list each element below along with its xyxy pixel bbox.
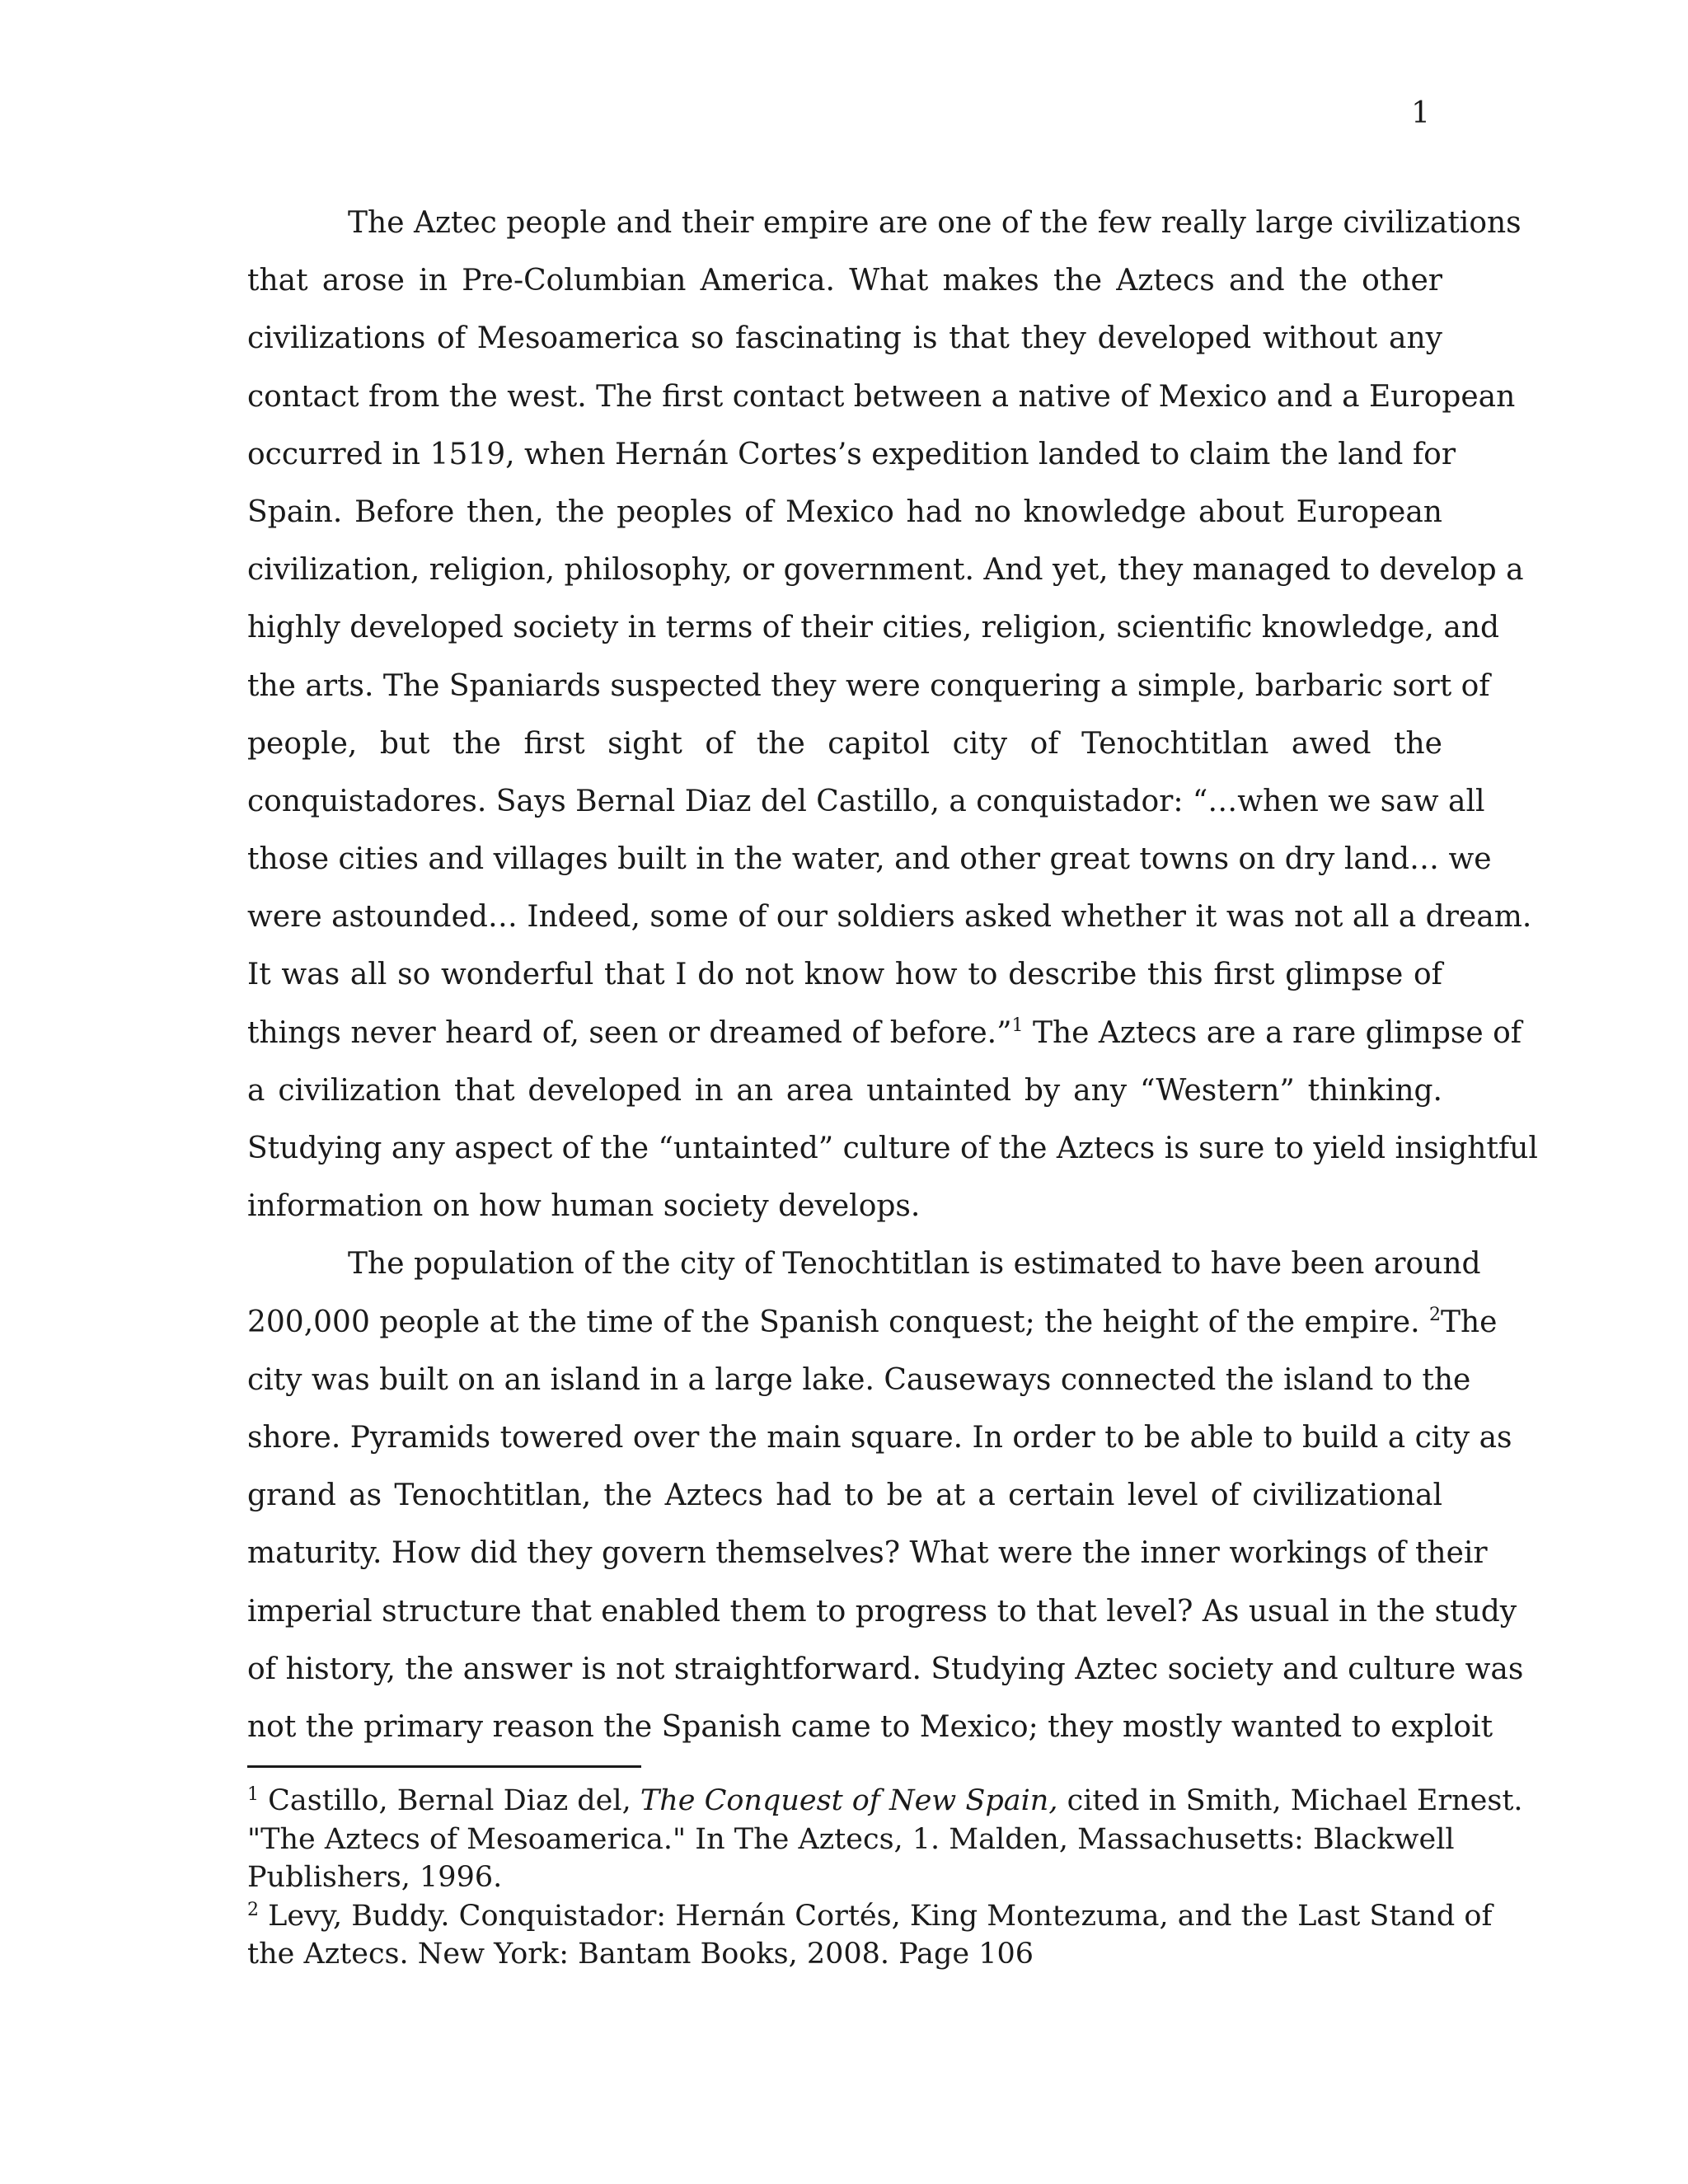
text-line: grand as Tenochtitlan, the Aztecs had to be at a certain level of civilizational	[247, 1479, 1442, 1513]
footnote-1-line: "The Aztecs of Mesoamerica." In The Aztecs, 1. Malden, Massachusetts: Blackwell	[247, 1822, 1455, 1856]
text-line: shore. Pyramids towered over the main square. In order to be able to build a city as	[247, 1420, 1512, 1455]
footnote-text: Castillo, Bernal Diaz del,	[259, 1784, 640, 1817]
footnote-title: The Conquest of New Spain,	[640, 1784, 1058, 1817]
text-line: The population of the city of Tenochtitlan is estimated to have been around	[348, 1247, 1481, 1282]
text-line: that arose in Pre-Columbian America. What makes the Aztecs and the other	[247, 264, 1442, 298]
text-line: The Aztec people and their empire are one of the few really large civilizations	[348, 206, 1522, 240]
body-text	[247, 194, 1538, 1756]
footnote-ref-1[interactable]: 1	[1011, 1015, 1024, 1036]
text-line: occurred in 1519, when Hernán Cortes’s expedition landed to claim the land for	[247, 437, 1456, 471]
footnote-separator	[247, 1765, 641, 1768]
text-line: conquistadores. Says Bernal Diaz del Castillo, a conquistador: “…when we saw all	[247, 784, 1485, 818]
text-line: a civilization that developed in an area untainted by any “Western” thinking.	[247, 1073, 1442, 1108]
text-line: contact from the west. The first contact between a native of Mexico and a European	[247, 379, 1516, 414]
text-line: imperial structure that enabled them to progress to that level? As usual in the study	[247, 1594, 1517, 1629]
text-line: the arts. The Spaniards suspected they were conquering a simple, barbaric sort of	[247, 668, 1490, 703]
text-span: The Aztecs are a rare glimpse of	[1023, 1015, 1522, 1050]
text-line: those cities and villages built in the water, and other great towns on dry land… we	[247, 842, 1492, 877]
footnote-1	[247, 1782, 1523, 1821]
footnotes	[247, 1782, 1523, 1974]
text-line: Studying any aspect of the “untainted” culture of the Aztecs is sure to yield insightful	[247, 1132, 1538, 1165]
text-line	[247, 1005, 1522, 1062]
footnote-2	[247, 1897, 1493, 1936]
footnote-mark: 2	[247, 1899, 259, 1920]
text-line: city was built on an island in a large lake. Causeways connected the island to the	[247, 1362, 1471, 1397]
text-line: people, but the first sight of the capitol city of Tenochtitlan awed the	[247, 726, 1442, 761]
text-line	[247, 1294, 1498, 1352]
text-line: not the primary reason the Spanish came to Mexico; they mostly wanted to exploit	[247, 1709, 1493, 1744]
footnote-2-line: the Aztecs. New York: Bantam Books, 2008. Page 106	[247, 1938, 1034, 1971]
text-line: It was all so wonderful that I do not know how to describe this first glimpse of	[247, 958, 1442, 992]
text-line: Spain. Before then, the peoples of Mexico had no knowledge about European	[247, 494, 1442, 529]
text-line: were astounded… Indeed, some of our soldiers asked whether it was not all a dream.	[247, 900, 1532, 935]
text-span: things never heard of, seen or dreamed of before.”	[247, 1015, 1012, 1050]
text-line: information on how human society develops.	[247, 1189, 921, 1224]
text-span: The	[1440, 1305, 1498, 1339]
footnote-text: cited in Smith, Michael Ernest.	[1057, 1784, 1523, 1817]
text-line: civilization, religion, philosophy, or government. And yet, they managed to develop a	[247, 553, 1524, 588]
text-line: of history, the answer is not straightforward. Studying Aztec society and culture was	[247, 1652, 1524, 1686]
footnote-ref-2[interactable]: 2	[1428, 1304, 1441, 1325]
text-span: 200,000 people at the time of the Spanish conquest; the height of the empire.	[247, 1305, 1429, 1339]
footnote-mark: 1	[247, 1784, 259, 1805]
footnote-text: Levy, Buddy. Conquistador: Hernán Cortés, King Montezuma, and the Last Stand of	[259, 1899, 1493, 1933]
text-line: civilizations of Mesoamerica so fascinating is that they developed without any	[247, 321, 1442, 356]
text-line: maturity. How did they govern themselves? What were the inner workings of their	[247, 1536, 1488, 1571]
text-line: highly developed society in terms of their cities, religion, scientific knowledge, and	[247, 611, 1500, 645]
footnote-1-line: Publishers, 1996.	[247, 1861, 503, 1894]
page-number: 1	[1411, 96, 1430, 130]
